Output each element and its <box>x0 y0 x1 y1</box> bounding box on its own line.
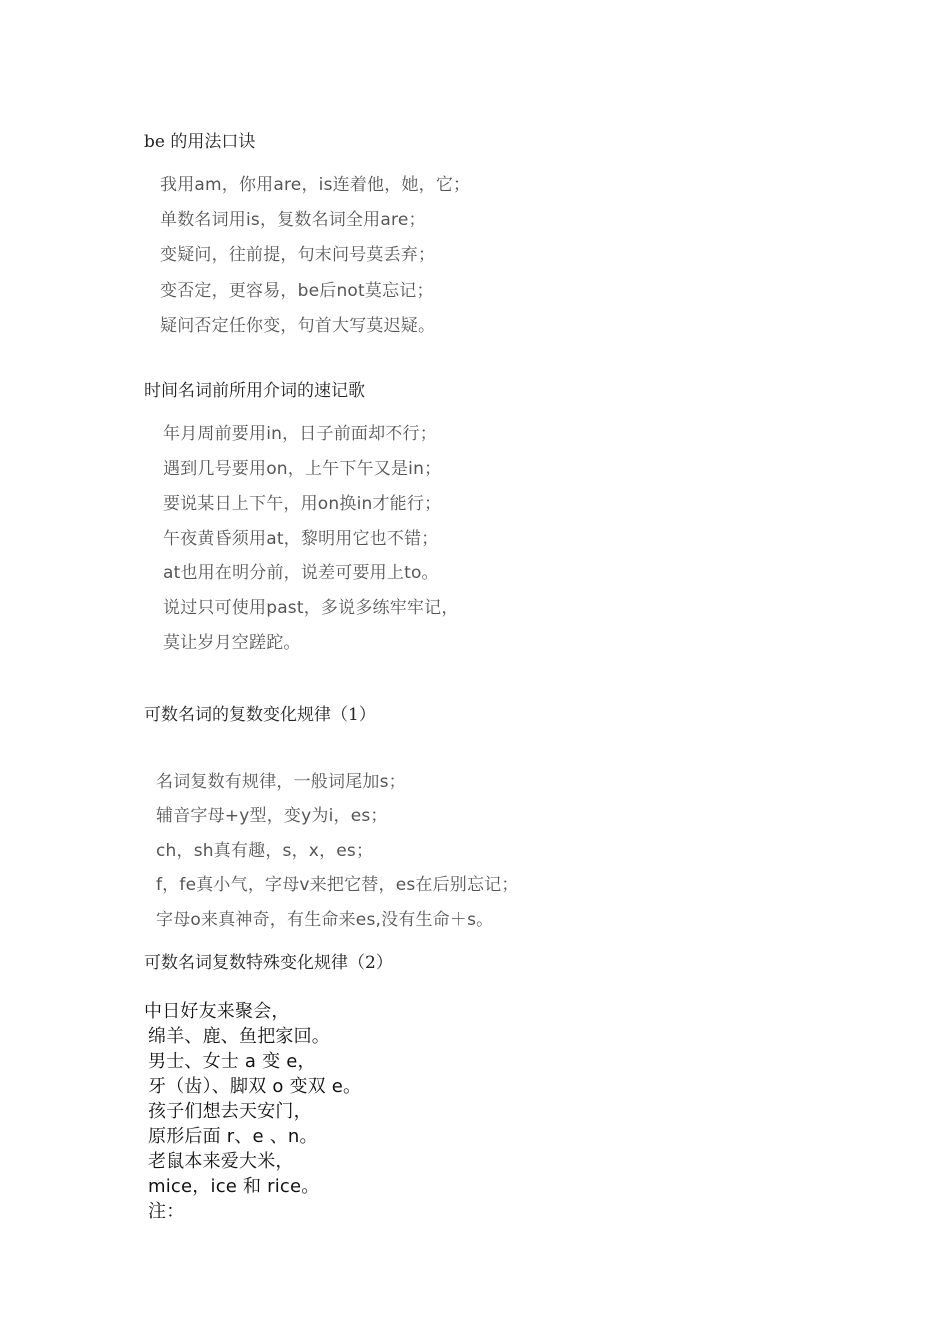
verse-line: mice，ice 和 rice。 <box>148 1176 320 1197</box>
verse-line: 孩子们想去天安门， <box>148 1101 312 1122</box>
section-heading-time-prepositions: 时间名词前所用介词的速记歌 <box>144 381 365 401</box>
verse-line: 变疑问，往前提，句末问号莫丢弃； <box>160 245 436 265</box>
verse-line: 单数名词用is，复数名词全用are； <box>160 210 426 230</box>
verse-line: 男士、女士 a 变 e， <box>148 1051 316 1072</box>
verse-line: 遇到几号要用on，上午下午又是in； <box>163 459 442 479</box>
verse-line: 字母o来真神奇，有生命来es,没有生命＋s。 <box>156 910 494 930</box>
verse-line: f，fe真小气，字母v来把它替，es在后别忘记； <box>156 875 519 895</box>
verse-line: 老鼠本来爱大米， <box>148 1151 294 1172</box>
verse-line: 年月周前要用in，日子前面却不行； <box>163 424 437 444</box>
verse-line: 辅音字母+y型，变y为i，es； <box>156 806 388 826</box>
verse-line: ch，sh真有趣，s，x，es； <box>156 841 374 861</box>
section-heading-be-usage: be 的用法口诀 <box>144 132 256 152</box>
section-heading-plural-rules-2: 可数名词复数特殊变化规律（2） <box>144 953 393 973</box>
verse-line: 说过只可使用past，多说多练牢牢记， <box>163 598 459 618</box>
verse-line: 变否定，更容易，be后not莫忘记； <box>160 281 434 301</box>
verse-line: at也用在明分前，说差可要用上to。 <box>163 563 439 583</box>
verse-line: 疑问否定任你变，句首大写莫迟疑。 <box>160 316 436 336</box>
verse-line: 原形后面 r、e 、n。 <box>148 1126 318 1147</box>
verse-line: 莫让岁月空蹉跎。 <box>163 633 301 653</box>
verse-line: 要说某日上下午，用on换in才能行； <box>163 494 442 514</box>
verse-line: 我用am，你用are，is连着他，她，它； <box>160 175 471 195</box>
verse-line: 中日好友来聚会， <box>144 1001 290 1022</box>
verse-line: 名词复数有规律，一般词尾加s； <box>156 772 406 792</box>
verse-line: 牙（齿）、脚双 o 变双 e。 <box>148 1076 362 1097</box>
verse-line: 午夜黄昏须用at，黎明用它也不错； <box>163 529 439 549</box>
verse-line: 绵羊、鹿、鱼把家回。 <box>148 1026 330 1047</box>
section-heading-plural-rules-1: 可数名词的复数变化规律（1） <box>144 705 376 725</box>
note-label: 注： <box>148 1201 185 1222</box>
